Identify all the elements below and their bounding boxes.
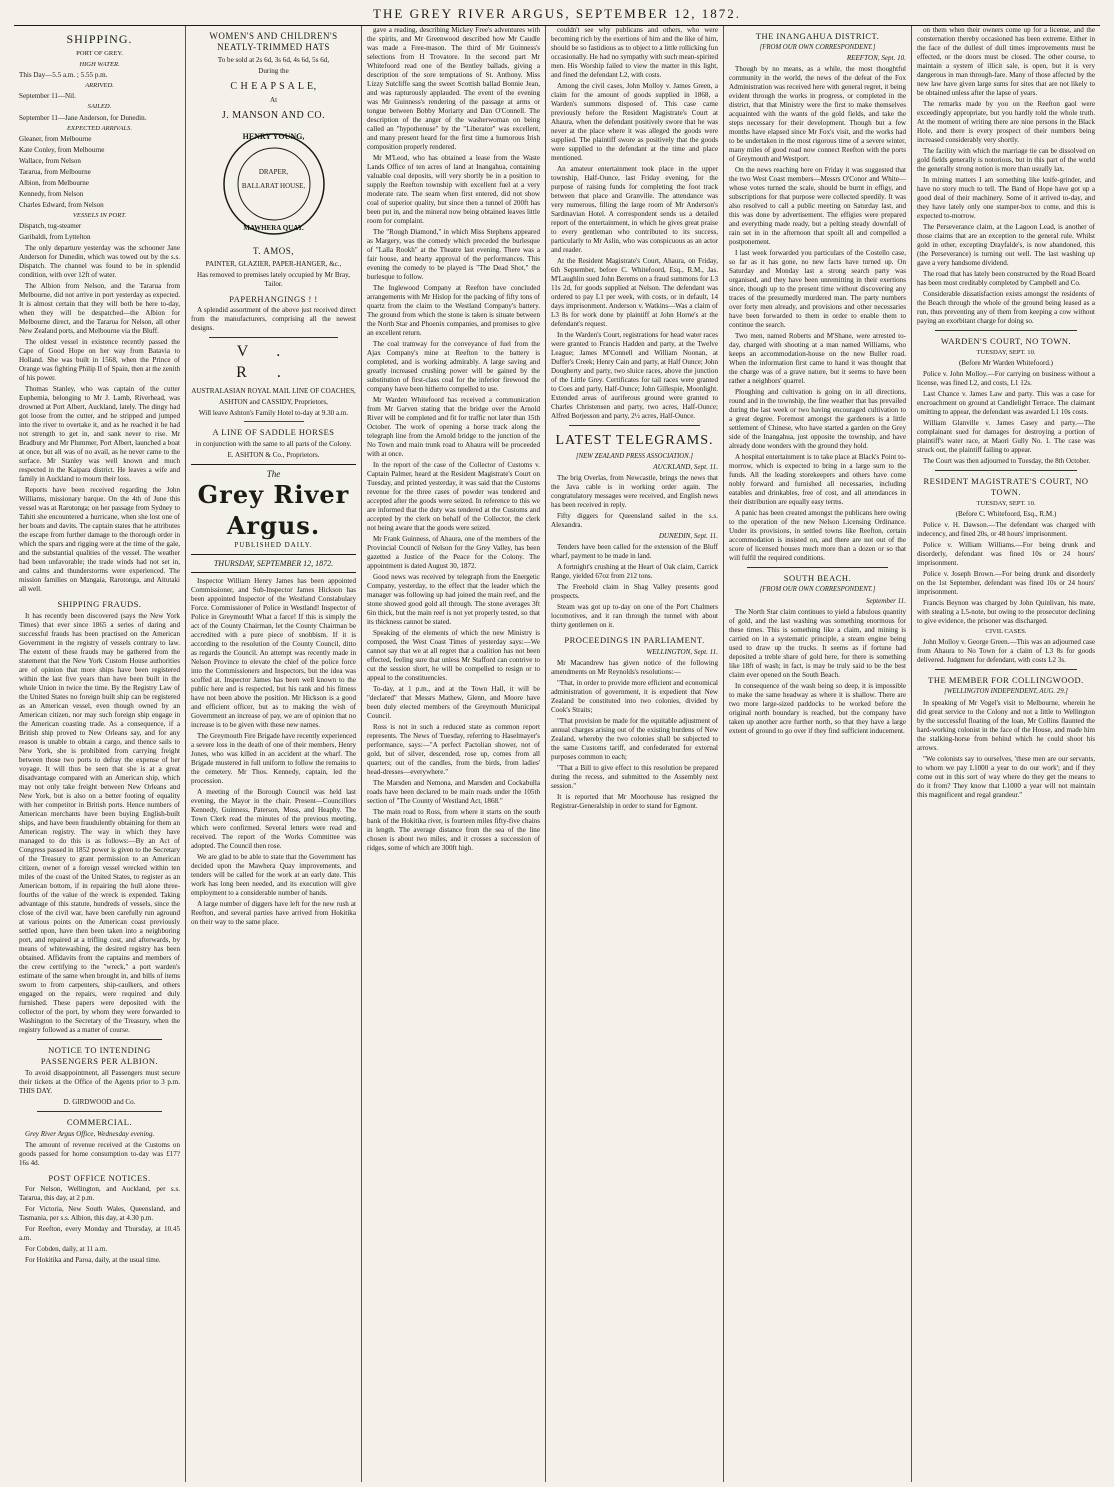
parliament-paragraph: Mr Macandrew has given notice of the following amendments on Mr Reynolds's resolutions:— (551, 659, 718, 677)
coach-heading: AUSTRALASIAN ROYAL MAIL LINE OF COACHES, (191, 387, 356, 396)
news-paragraph: Good news was received by telegraph from the Energetic Company, yesterday, to the effect that the leader which the manager was following up had joined the main reef, and the stone showed good gold all through. The stone averages 3ft 6in thick, but the main reef is not yet properly tested, so that its thickness cannot be stated. (367, 573, 540, 626)
news-paragraph: The Perseverance claim, at the Lagoon Lead, is another of those claims that are an exception to the general rule. Whilst gold in other, excepting Drayfalde's, is now abandoned, this (the Perseverance) is turning out well. The last washing up gave a very handsome dividend. (917, 223, 1095, 267)
editorial-paragraph: Inspector William Henry James has been appointed Commissioner, and Sub-Inspector James Hickson has been appointed Inspector of the Westland Constabulary Force. Commissioner of Police in Westland! Inspector of Police in Greymouth! What a farce! If this is simply the act of the County Chairman, let the County Chairman be accredited with a pure piece of snobbism. If it is according to the resolution of the County Council, ditto as regards the Council. An attempt was recently made in Nelson Province to elevate the chief of the police force into the Commissioners and Inspectors, but the idea was scoffed at. Inspector James has been well known to the public here and is respected, but his rank and his fitness have not been above the position. Mr Hickson is a good and efficient officer, but as to making the wish of Government an increase of pay, we are of opinion that no increase is to be given with these new names. (191, 577, 356, 730)
expected-item: Gleaner, from Melbourne (19, 135, 92, 144)
commercial-office: Grey River Argus Office, Wednesday evening. (25, 1129, 155, 1138)
shipping-paragraph: The oldest vessel in existence recently passed the Cape of Good Hope on her way from Batavia to Holland. She was built in 1568, when the Prince of Orange was fighting Philip II of Spain, then at the zenith of his power. (19, 338, 180, 383)
shipping-heading: SHIPPING. (66, 32, 133, 46)
civil-cases-heading: CIVIL CASES. (985, 628, 1027, 636)
news-paragraph: Mr Frank Guinness, of Ahaura, one of the members of the Provincial Council of Nelson for the Grey Valley, has been gazetted a Justice of the Peace for the Colony. The appointment is dated August 30, 1872. (367, 535, 540, 570)
manson-name: J. MANSON AND CO. (221, 109, 326, 121)
news-paragraph: Among the civil cases, John Molloy v. James Green, a claim for the amount of goods supplied in 1868, a Warden's summons disposed of. This case came previously before the Resident Magistrate's Court at Ahaura, when the defendant positively swore that he was never at the place where it was alleged the goods were supplied. The plaintiff swore as positively that the goods were supplied to the defendant at the time and place mentioned. (551, 82, 718, 162)
parliament-paragraph: "That a Bill to give effect to this resolution be prepared during the recess, and submitted to the Assembly next session." (551, 764, 718, 791)
news-paragraph: The Inglewood Company at Reefton have concluded arrangements with Mr Hislop for the packing of fifty tons of quartz from the claim to the Westland Company's battery. The ground from which the stone is taken is situate between the North Star and Phoenix companies, and promises to give an excellent return. (367, 284, 540, 337)
news-paragraph: The main road to Ross, from where it starts on the south bank of the Hokitika river, is fourteen miles fifty-five chains in length. The average distance from the sea of the line chosen is about two miles, and it crosses a succession of ridges, some of which are 300ft high. (367, 808, 540, 852)
court-paragraph: Police v. H. Dawson.—The defendant was charged with indecency, and fined 20s, or 48 hours' imprisonment. (917, 521, 1095, 539)
collingwood-paragraph: In speaking of Mr Vogel's visit to Melbourne, wherein he did great service to the Colony and not a little to Wellington by the successful floating of the loan, Mr Collins flaunted the hard-working colonist in the face of the House, and made him the stalking-horse from behind which he could shoot his arrows. (917, 698, 1095, 752)
amos-name: T. AMOS, (252, 246, 295, 257)
news-paragraph: Considerable dissatisfaction exists amongst the residents of the Beach through the whole of the ground being leased as a run, thus preventing any of them from keeping a cow without paying an exorbitant charge for doing so. (917, 290, 1095, 325)
district-paragraph: Ploughing and cultivation is going on in all directions, round and in the township, the fine weather that has prevailed during the last week or two having encouraged cultivation to a great degree. Foremost amongst the gardeners is a little settlement of Chinese, who have started a garden on the Grey side of the Inangahua, just opposite the township, and have already done wonders with the ground they hold. (729, 388, 906, 451)
commercial-heading: COMMERCIAL. (66, 1116, 133, 1127)
post-office-line: For Cobden, daily, at 11 a.m. (25, 1245, 108, 1254)
saddle-signature: E. ASHTON & Co., Proprietors. (227, 450, 320, 459)
wellington-dateline: WELLINGTON, Sept. 11. (646, 648, 718, 657)
post-office-line: For Hokitika and Paroa, daily, at the usual time. (25, 1256, 161, 1265)
expected-heading: EXPECTED ARRIVALS. (67, 124, 132, 132)
collingwood-paragraph: "We colonists say to ourselves, 'these men are our servants, to whom we pay L1000 a year to do our work'; and if they come out in this sort of way where do they get the means to do it from? They know that L1000 a year will not maintain this magnificent and regal grandeur." (917, 754, 1095, 799)
shipping-paragraph: Thomas Stanley, who was captain of the cutter Euphemia, belonging to Mr J. Lamb, Riverhead, was drowned at Port Albert, Auckland, lately. The dingy had got loose from the cutter, and he stripped and jumped into the river to overtake it, and as he reached it he had not strength to get in, and sank never to rise. Mr Bradbury and Mr Plummer, Port Albert, launched a boat at once, but all was of no avail, as he never came to the surface. Mr Stanley was well known and much respected in the Kaipara district. He leaves a wife and family in Auckland to mourn their loss. (19, 385, 180, 484)
district-paragraph: I last week forwarded you particulars of the Costello case, so far as it has gone, no new facts have turned up. On Saturday and Monday last a strong search party was organised, and they have been unremitting in their exertions since, though up to the present time without discovering any traces of the presumedly murdered man. The party numbers over forty men already, and provisions and other necessaries have been forwarded to them in order to enable them to continue the search. (729, 249, 906, 330)
telegram-paragraph: Tenders have been called for the extension of the Bluff wharf, payment to be made in land. (551, 543, 718, 561)
collingwood-source: [WELLINGTON INDEPENDENT, AUG. 29.] (944, 688, 1068, 696)
telegram-paragraph: Fifty diggers for Queensland sailed in the s.s. Alexandra. (551, 512, 718, 530)
divider (935, 470, 1077, 471)
wardens-court-heading: WARDEN'S COURT, NO TOWN. (940, 336, 1072, 346)
editorial-dateline: THURSDAY, SEPTEMBER 12, 1872. (191, 559, 356, 573)
news-paragraph: Mr M'Leod, who has obtained a lease from the Waste Lands Office of ten acres of land at Inangahua, containing valuable coal deposits, will very shortly be in a position to supply the Reefton township with excellent fuel at a very moderate rate. The seam when first entered, did not show coal of superior quality, but since then a tunnel of 200ft has been put in, and the mineral now being obtained leaves little room for complaint. (367, 154, 540, 225)
stamp-mid-text-2: BALLARAT HOUSE, (241, 182, 306, 191)
expected-item: Kennedy, from Nelson (19, 190, 84, 199)
post-office-line: For Nelson, Wellington, and Auckland, per s.s. Tararua, this day, at 2 p.m. (19, 1185, 180, 1203)
vr-mark: V. R. (236, 343, 311, 381)
expected-item: Wallace, from Nelson (19, 157, 81, 166)
columns (14, 26, 1100, 1482)
correspondent-line: [FROM OUR OWN CORRESPONDENT.] (759, 586, 876, 594)
news-paragraph: The Marsden and Nemona, and Marsden and Cockabulla roads have been declared to be main roads under the 105th section of "The County of Westland Act, 1868." (367, 779, 540, 805)
expected-item: Albion, from Melbourne (19, 179, 89, 188)
editorial-paragraph: A meeting of the Borough Council was held last evening, the Mayor in the chair. Present—Councillors Kennedy, Guinness, Paterson, Moss, and Heaphy. The Town Clerk read the minutes of the previous meeting, which were confirmed. Several letters were read and received. The report of the Works Committee was adopted. The Council then rose. (191, 788, 356, 851)
rm-court-before: (Before C. Whitefoord, Esq., R.M.) (955, 510, 1057, 519)
paper-the: The (266, 468, 281, 479)
womens-hats-at: At (269, 95, 278, 104)
notice-body: To avoid disappointment, all Passengers must secure their tickets at the Office of the Agents prior to 3 p.m. THIS DAY. (19, 1068, 180, 1095)
in-port-item: Dispatch, tug-steamer (19, 222, 82, 231)
south-beach-dateline: September 11. (865, 596, 906, 605)
news-paragraph: couldn't see why publicans and others, who were becoming rich by the exertions of him and the like of him, should be so fastidious as to object to a little rollicking fun occasionally. He had no sympathy with such mean-spirited men. His Worship failed to view the matter in this light, and fined the defendant L2, with costs. (551, 26, 718, 79)
column-6 (912, 26, 1100, 1482)
stamp-top-text: HENRY YOUNG, (242, 132, 305, 142)
post-office-heading: POST OFFICE NOTICES. (48, 1172, 151, 1183)
district-paragraph: Two men, named Roberts and M'Shane, were arrested to-day, charged with shooting at a man named Williams, who keeps an accommodation-house on the new Buller road. When the information first came to hand it was thought that the charge was of a grave nature, but it seems to have been rather a neighbors' quarrel. (729, 332, 906, 386)
amos-trade: PAINTER, GLAZIER, PAPER-HANGER, &c., (205, 259, 342, 268)
arrived-line: September 11—Nil. (19, 92, 76, 101)
high-water-heading: HIGH WATER. (79, 60, 120, 68)
port-heading: PORT OF GREY. (76, 50, 123, 58)
frauds-heading: SHIPPING FRAUDS. (57, 599, 142, 610)
page-masthead: THE GREY RIVER ARGUS, SEPTEMBER 12, 1872. (373, 6, 741, 21)
news-paragraph: Speaking of the elements of which the new Ministry is composed, the West Coast Times of yesterday says:—We cannot say that we at all regret that a coalition has not been effected, feeling sure that unless Mr Stafford can contrive to cut the session short, he will be compelled to resign or to appeal to the constituencies. (367, 629, 540, 682)
expected-item: Tararua, from Melbourne (19, 168, 91, 177)
amos-body: Has removed to premises lately occupied by Mr Bray, Tailor. (197, 270, 350, 288)
in-port-heading: VESSELS IN PORT. (72, 212, 127, 220)
saddle-body: in conjunction with the same to all parts of the Colony. (195, 439, 352, 448)
telegram-paragraph: The brig Overlas, from Newcastle, brings the news that the Java cable is in working order again. The congratulatory messages were received, and English news has been received in reply. (551, 474, 718, 510)
court-paragraph: Police v. John Molloy.—For carrying on business without a license, was fined L2, and costs, L1 12s. (917, 370, 1095, 388)
district-paragraph: A panic has been created amongst the publicans here owing to the operation of the new Nelson Licensing Ordinance. Under its provisions, in settled towns like Reefton, certain accommodation is insisted on, and there are not out of the score of licensed houses much more than a dozen or so that will fulfil the required conditions. (729, 509, 906, 563)
south-beach-heading: SOUTH BEACH. (783, 573, 852, 584)
shipping-paragraph: The Albion from Nelson, and the Tararua from Melbourne, did not arrive in port yesterday as expected. It is almost certain that they will both be here to-day, when they will be despatched—the Albion for Melbourne direct, and the Tararua for Nelson, all other New Zealand ports, and Melbourne via the Bluff. (19, 282, 180, 336)
divider (935, 330, 1077, 331)
wardens-court-date: TUESDAY, SEPT. 10. (976, 348, 1036, 356)
in-port-item: Garibaldi, from Lyttelton (19, 233, 91, 242)
saddle-heading: A LINE OF SADDLE HORSES (212, 427, 335, 438)
parliament-paragraph: It is reported that Mr Moorhouse has resigned the Registrar-Generalship in order to stand for Egmont. (551, 793, 718, 811)
wardens-court-before: (Before Mr Warden Whitefoord.) (958, 359, 1054, 368)
news-paragraph: To-day, at 1 p.m., and at the Town Hall, it will be "declared" that Messrs Mathew, Glenn, and Moore have been duly elected members of the Greymouth Municipal Council. (367, 685, 540, 720)
news-paragraph: The coal tramway for the conveyance of fuel from the Ajax Company's mine at Reefton to the battery is completed, and is working admirably. A large saving and greatly increased crushing power will be gained by the substitution of first-class coal for the inferior firewood the company have been hitherto compelled to use. (367, 340, 540, 393)
news-paragraph: on them when their owners come up for a license, and the consternation thereby occasioned has been extreme. Either in the face of the dullest of dull times improvements must be effected, or the doors must be closed. The other course, to maintain a system of illicit sale, is open, but it is very dangerous in man through-fare. Many of those affected by the new law have given large sums for sites that are not likely to be obtained unless after the lapse of years. (917, 26, 1095, 97)
divider (37, 1111, 162, 1112)
court-paragraph: Last Chance v. James Law and party. This was a case for encroachment on ground at Candlelight Terrace. The claimant omitting to appear, the defendant was awarded L1 10s costs. (917, 390, 1095, 417)
collingwood-heading: THE MEMBER FOR COLLINGWOOD. (928, 675, 1084, 686)
shipping-paragraph: The only departure yesterday was the schooner Jane Anderson for Dunedin, which was towed out by the s.s. Dispatch. The channel was found to be in splendid condition, with over 12ft of water. (19, 244, 180, 280)
telegram-paragraph: Steam was got up to-day on one of the Port Chalmers locomotives, and it ran through the tunnel with about thirty gentlemen on it. (551, 603, 718, 630)
news-paragraph: The road that has lately been constructed by the Road Board has been most creditably completed by Campbell and Co. (917, 270, 1095, 287)
post-office-line: For Reefton, every Monday and Thursday, at 10.45 a.m. (19, 1225, 180, 1243)
news-paragraph: At the Resident Magistrate's Court, Ahaura, on Friday, 6th September, before C. Whitefoord, Esq., R.M., Jas. M'Laughlin sued John Berems on a fraud summons for L3 11s 2d, for goods supplied at Nelson. The defendant was ordered to pay L1 per week, with costs, or in default, 14 days imprisonment. Anderson v. Watkins—Was a claim of L3 8s for work done by plaintiff at John Horne's at the defendant's request. (551, 257, 718, 328)
frauds-paragraph: It has recently been discovered (says the New York Times) that ever since 1865 a series of daring and successful frauds has been practised on the American Government in the registry of vessels contrary to law. The extent of these frauds may be gathered from the statement that the New York Custom House authorities are of opinion that more ships have been registered within the last five years than have been built in the whole Union in twice the time. By the Registry Law of the United States no foreign built ship can be registered as an American vessel, even though owned by an American citizen, nor may such foreign ship engage in the American coasting trade. As a consequence, if a British ship proved to New Orleans say, and for any reason is unable to obtain a cargo, and thence sails to New York, she is prohibited from carrying freight between those two ports to defray the expense of her voyage. It will thus be seen that she is at a great disadvantage compared with an American ship, which may not only take freight between New Orleans and New York, but is also on a better footing of equality with her competitor in British ports. Hence numbers of American merchants have been buying English-built ships, and have been fraudulently obtaining for them an American registry. The way in which they have managed to do this is as follows:—By an Act of Congress passed in 1852 power is given to the Secretary of the Treasury to grant permission to an American citizen, owner of a foreign vessel wrecked within ten miles of the coast of the United States, to register as an American bottom, if in repairing the hull alone three-fourths of the value of the wreck is expended. Taking advantage of this statute, hundreds of vessels, since the close of the civil war, have been carefully run aground at various points on the American coast previously settled upon, have then been taken into a neighboring port, and repaired at a trifling cost, and afterwards, by means of whitewashing, the desired registry has been obtained. Affidavits from the captains and members of the crew certifying to the "wreck," a port warden's estimate of the same when brought in, and bills of items sworn to from carpenters, ship-caulkers, and others engaged on the repairs, were required and duly furnished. These papers were deposited with the collector of the port, by whom they were forwarded to Washington to the Secretary of the Treasury, when the registry followed as a matter of course. (19, 612, 180, 1035)
column-1 (14, 26, 186, 1482)
court-paragraph: Francis Beynon was charged by John Quinlivan, his mate, with stealing a L5-note, but owing to the prosecutor declining to give evidence, the prisoner was discharged. (917, 599, 1095, 626)
arrived-heading: ARRIVED. (85, 81, 114, 89)
paper-name: Grey River Argus. (197, 480, 350, 540)
notice-signature: D. GIRDWOOD and Co. (63, 1097, 136, 1106)
parliament-paragraph: "That provision be made for the equitable adjustment of annual charges arising out of the existing burdens of New Zealand, whereby the two colonies shall be subjected to the same Customs tariff, and confederated for external purposes common to each; (551, 717, 718, 762)
paperhangings-body: A splendid assortment of the above just received direct from the manufacturers, comprising all the newest designs. (191, 306, 356, 333)
auckland-dateline: AUCKLAND, Sept. 11. (653, 463, 718, 472)
womens-hats-during: During the (258, 66, 289, 75)
rm-court-date: TUESDAY, SEPT. 10. (976, 499, 1036, 507)
stamp-bottom-text: MAWHERA QUAY. (243, 224, 304, 233)
sailed-line: September 11—Jane Anderson, for Dunedin. (19, 113, 147, 122)
news-paragraph: In mining matters I am something like knife-grinder, and have no story much to tell. The Band of Hope have got up a good deal of their machinery. Some of it arrived to-day, and they have lately only one stamper-box to come, and this is expected to-morrow. (917, 176, 1095, 220)
press-association-line: [NEW ZEALAND PRESS ASSOCIATION.] (575, 452, 694, 460)
parliament-paragraph: "That, in order to provide more efficient and economical administration of government, it is expedient that New Zealand be constituted into two colonies, divided by Cook's Straits; (551, 679, 718, 715)
parliament-heading: PROCEEDINGS IN PARLIAMENT. (564, 635, 705, 646)
paperhangings-heading: PAPERHANGINGS ! ! (229, 293, 318, 304)
south-beach-paragraph: In consequence of the wash being so deep, it is impossible to make the same headway as where it is shallow. There are two more large-sized paddocks to be worked before the original north boundary is reached, but the company have taken up another acre further north, so that they have a large extent of ground to go over if they find sufficient inducement. (729, 681, 906, 735)
column-4 (546, 26, 724, 1482)
latest-telegrams-heading: LATEST TELEGRAMS. (555, 433, 714, 448)
court-paragraph: The Court was then adjourned to Tuesday, the 8th October. (923, 457, 1091, 466)
south-beach-paragraph: The North Star claim continues to yield a fabulous quantity of gold, and the last washing was something enormous for these times. This is something like a claim, and mining is carried on in a systematic principle, a steam engine being used to draw up the trucks. It seems as if fortune had deposited a treble share of gold here, for there is something like 18ft of wash; in fact, is may be truly said to be the best claim ever opened on the South Beach. (729, 607, 906, 679)
post-office-line: For Victoria, New South Wales, Queensland, and Tasmania, per s.s. Albion, this day, at 4.30 p.m. (19, 1205, 180, 1223)
district-paragraph: A hospital entertainment is to take place at Black's Point to-morrow, which is expected to bring in a large sum to the funds. All the leading storekeepers and others have come nobly forward and furnished all necessaries, including eatables and drinkables, free of cost, and all attendances in their distribution are equally easy terms. (729, 453, 906, 507)
expected-item: Kate Conley, from Melbourne (19, 146, 105, 155)
notice-heading: NOTICE TO INTENDING PASSENGERS PER ALBION. (40, 1045, 159, 1066)
divider (244, 421, 304, 422)
cheap-sale: C H E A P S A L E, (230, 80, 317, 92)
district-paragraph: On the news reaching here on Friday it was suggested that the two West Coast members—Messrs O'Conor and White—whose votes turned the scale, should be burnt in effigy, and subscriptions for that purpose were collected speedily. It was also resolved to call a public meeting on Saturday last, and this was done by advertisement. The effigies were prepared and everything made ready, but a pelting steady downfall of rain set in in the afternoon that spoilt all and compelled a postponement. (729, 166, 906, 247)
inangahua-heading: THE INANGAHUA DISTRICT. (755, 31, 880, 41)
news-paragraph: Ross is not in such a reduced state as common report represents. The News of Tuesday, referring to Haselmayer's performance, says:—"A perfect Pactolian shower, not of gold, but of silver, descended, rose up, comes from all quarters; out of the candles, from the birds, from ladies' head-dresses—everywhere." (367, 723, 540, 776)
court-paragraph: Police v. Joseph Brown.—For being drunk and disorderly on the 1st September, defendant was fined 10s or 24 hours' imprisonment. (917, 570, 1095, 597)
divider (935, 669, 1077, 670)
editorial-paragraph: A large number of diggers have left for the new rush at Reefton, and several parties have arrived from Hokitika on their way to the same place. (191, 900, 356, 927)
news-paragraph: The "Rough Diamond," in which Miss Stephens appeared as Margery, was the comedy which preceded the burlesque of "Lalla Rookh" at the Theatre last evening. There was a fair house, and hearty approval of the performances. This evening the comedy to be played is "The Dead Shot," the burlesque to follow. (367, 228, 540, 281)
womens-hats-heading: WOMEN'S AND CHILDREN'S NEATLY-TRIMMED HATS (209, 31, 338, 53)
commercial-body: The amount of revenue received at the Customs on goods passed for home consumption to-day was £17? 16s 4d. (19, 1140, 180, 1167)
coach-body: Will leave Ashton's Family Hotel to-day at 9.30 a.m. (198, 409, 349, 418)
district-paragraph: Though by no means, as a while, the most thoughtful community in the world, the news of the defeat of the Fox Administration was received here with general regret, it being evident through the works in progress, or completed in the district, that that Ministry were the first to make themselves acquainted with the wants of the gold fields, and take the steps necessary for their development. Though but a few months have elapsed since Mr Fox's visit, and the works had to be undertaken in the most rigorous time of a severe winter, many miles of good road now connect Reefton with the ports of Greymouth and Westport. (729, 65, 906, 164)
coach-owners: ASHTON and CASSIDY, Proprietors, (219, 398, 328, 407)
news-paragraph: The remarks made by you on the Reefton gaol were exceedingly appropriate, but you hardly told the whole truth. At the moment of writing there are nine persons in the Black Hole, and there is every prospect of their numbers being increased considerably very shortly. (917, 100, 1095, 144)
column-3 (362, 26, 546, 1482)
stamp-mid-text-1: DRAPER, (258, 168, 289, 177)
court-paragraph: William Glanville v. James Casey and party.—The complainant sued for damages for destroying a portion of plaintiff's water race, at Maori Gully No. 1. The case was struck out, the plaintiff failing to appear. (917, 419, 1095, 455)
rm-court-heading: RESIDENT MAGISTRATE'S COURT, NO TOWN. (923, 476, 1089, 497)
paper-title-block (191, 464, 356, 555)
dunedin-dateline: DUNEDIN, Sept. 11. (658, 532, 718, 541)
divider (747, 567, 888, 568)
shipping-paragraph: Reports have been received regarding the John Williams, missionary barque. On the 4th of June this vessel was at Rarotonga; on her passage from Sydney to Tahiti she encountered a hurricane, when she lost one of her boats and davits. The captain states that he attributes the escape from further damage to the thorough order in which the spars and rigging were at the time of the gale, and the substantial qualities of the vessel. The weather had been unfavorable; the trade winds had not set in, and calms and thunderstorms were experienced. The mission families on Mangaia, Rarotonga, and Aitutaki all well. (19, 486, 180, 594)
published-daily: PUBLISHED DAILY. (234, 541, 313, 550)
womens-hats-prices: To be sold at 2s 6d, 3s 6d, 4s 6d, 5s 6d, (217, 55, 330, 64)
news-paragraph: The facility with which the marriage tie can be dissolved on gold fields generally is notorious, but in this part of the world the generally strong notion is more than usually lax. (917, 147, 1095, 173)
high-water-line: This Day—5.5 a.m. ; 5.55 p.m. (19, 70, 108, 79)
editorial-paragraph: The Greymouth Fire Brigade have recently experienced a severe loss in the death of one of their members, Henry Jones, who was killed in an accident at the wharf. The Brigade mustered in full uniform to follow the remains to the cemetery. Mr Thos. Kennedy, captain, led the procession. (191, 732, 356, 786)
column-5 (724, 26, 912, 1482)
henry-young-stamp (218, 128, 330, 240)
telegram-paragraph: The Freehold claim in Shag Valley presents good prospects. (551, 583, 718, 601)
news-paragraph: Mr Warden Whitefoord has received a communication from Mr Garven stating that the bridge over the Arnold River will be completed and fit for traffic not later than 15th October. The work of opening a horse track along the telegraph line from the Arnold bridge to the junction of the No Town and main trunk road to Ahaura will be proceeded with at once. (367, 396, 540, 458)
divider (569, 425, 700, 426)
reefton-dateline: REEFTON, Sept. 10. (846, 54, 906, 63)
court-paragraph: John Molloy v. George Green.—This was an adjourned case from Ahaura to No Town for a claim of L3 8s for goods delivered. Judgment for defendant, with costs L2 3s. (917, 638, 1095, 665)
news-paragraph: gave a reading, describing Mickey Free's adventures with the spirits, and Mr Greenwood described how Mr Caudle was made a Free-mason. The third of Mr Guinness's selections from H Trovatore. In the second part Mr Whitefoord read one of the Bentley ballads, giving a description of the sore temptations of St. Anthony. Miss Lizzy Sutcliffe sang the sweet Scottish ballad Bonnie Jean, and was rapturously applauded. The event of the evening was Mr Guinness's rendering of the passage at arms or tongue between Bobby Moriarty and Dan O'Connell. The description of the anger of the washerwoman on being called an "hypothenuse" by the "Liberator" was excellent, and many present heard for the first time a humorous Irish composition properly rendered. (367, 26, 540, 151)
telegram-paragraph: A fortnight's crushing at the Heart of Oak claim, Carrick Range, yielded 67oz from 212 tons. (551, 563, 718, 581)
divider (37, 1039, 162, 1040)
news-paragraph: An amateur entertainment took place in the upper township, Half-Ounce, last Friday evening, for the purpose of raising funds for completing the foot track between that place and Granville. The attendance was very numerous, filling the large room of Mr Anderson's Sardinavian Hotel. A correspondent sends us a detailed report of the entertainment, in which he gives great praise to every gentleman who contributed to its success, particularly to Mr Aslin, who was conspicuous as an actor and reader. (551, 165, 718, 254)
editorial-paragraph: We are glad to be able to state that the Government has decided upon the Mawhera Quay improvements, and tenders will be called for the work at an early date. This work has long been needed, and its execution will give employment to a considerable number of hands. (191, 853, 356, 898)
sailed-heading: SAILED. (87, 103, 112, 111)
divider (209, 337, 338, 338)
court-paragraph: Police v. William Williams.—For being drunk and disorderly, defendant was fined 10s or 24 hours' imprisonment. (917, 541, 1095, 568)
expected-item: Charles Edward, from Nelson (19, 201, 104, 210)
news-paragraph: In the Warden's Court, registrations for head water races were granted to Francis Hadden and party, at the Twelve League; James M'Connell and William Noonan, at Duffer's Creek; Henry Cain and party, at Half Ounce; John Dougherty and party, two sluice races, above the junction of the Little Grey. Certificates for tail races were granted to Coes and party, Half-Ounce; John Gillespie, Moonlight. Extended areas of auriferous ground were granted to Charles Christensen and party, two acres, Half-Ounce; Alfred Borjesson and party, 2½ acres, Half-Ounce. (551, 331, 718, 420)
correspondent-line: [FROM OUR OWN CORRESPONDENT.] (759, 43, 876, 51)
column-2 (186, 26, 362, 1482)
news-paragraph: In the report of the case of the Collector of Customs v. Captain Palmer, heard at the Resident Magistrate's Court on Tuesday, and printed yesterday, it was said that the Customs revenue for the three cases of powder was tendered and accepted after the goods were seized. In reference to this we are informed that the duty was tendered at the Customs and accepted by the clerk on behalf of the Collector, the clerk not being aware that the goods were seized. (367, 461, 540, 532)
